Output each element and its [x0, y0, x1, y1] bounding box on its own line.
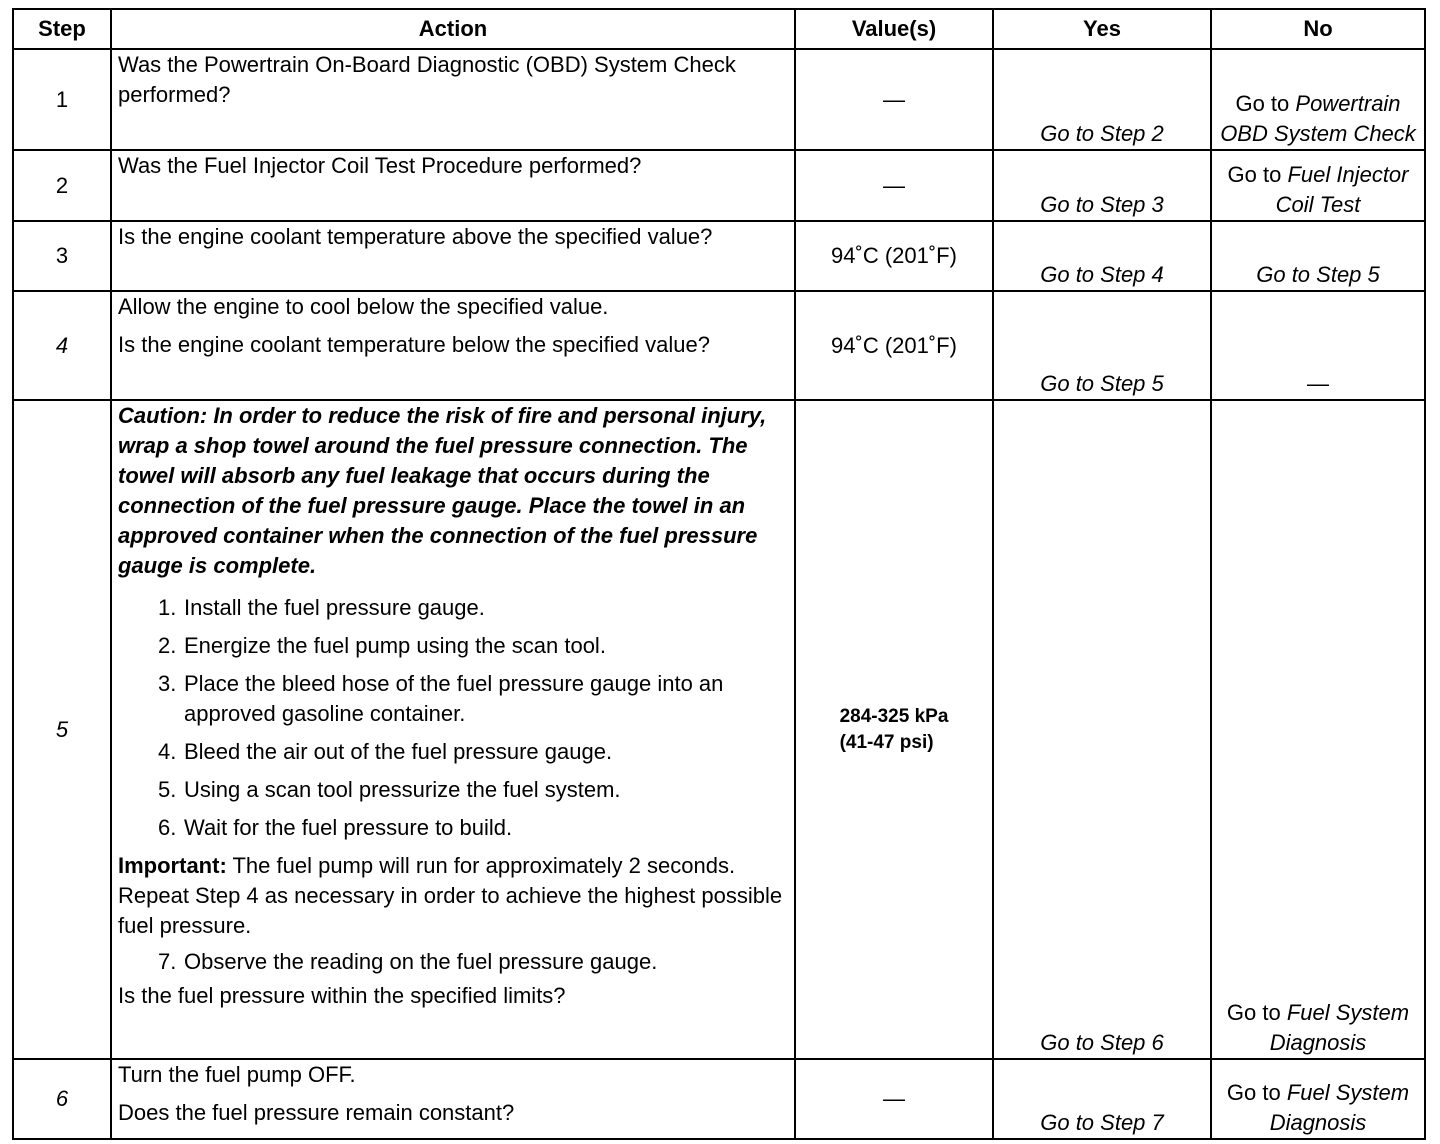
table-row	[13, 1059, 1425, 1139]
procedure-list-continued	[118, 947, 788, 977]
table-row	[13, 400, 1425, 1059]
action-text	[111, 150, 795, 221]
pressure-psi: (41-47 psi)	[839, 731, 934, 753]
action-question: Was the Powertrain On-Board Diagnostic (OBD) System Check performed?	[118, 52, 736, 107]
procedure-list	[118, 593, 788, 843]
table-row	[13, 150, 1425, 221]
action-question: Does the fuel pressure remain constant?	[118, 1100, 515, 1125]
list-text: Using a scan tool pressurize the fuel system.	[184, 777, 621, 802]
no-prefix: Go to	[1235, 91, 1290, 116]
important-note	[118, 851, 788, 941]
list-item	[158, 593, 788, 623]
step-number: 2	[13, 150, 111, 221]
important-text: The fuel pump will run for approximately 2 seconds. Repeat Step 4 as necessary in order to achieve the highest possible fuel pressure.	[118, 853, 783, 938]
header-yes: Yes	[993, 9, 1211, 49]
no-link[interactable]	[1211, 49, 1425, 150]
table-row	[13, 221, 1425, 291]
no-link-target[interactable]: Fuel System Diagnosis	[1269, 1080, 1410, 1135]
no-link-target[interactable]: Fuel Injector Coil Test	[1275, 162, 1409, 217]
list-item	[158, 775, 788, 805]
no-value: —	[1211, 291, 1425, 400]
action-text	[111, 1059, 795, 1139]
value-cell	[795, 1059, 993, 1139]
no-link[interactable]	[1211, 1059, 1425, 1139]
step-number: 4	[13, 291, 111, 400]
no-prefix: Go to	[1226, 1000, 1281, 1025]
action-text	[111, 49, 795, 150]
list-item	[158, 813, 788, 843]
no-prefix: Go to	[1226, 1080, 1281, 1105]
value-cell: 94˚C (201˚F)	[795, 291, 993, 400]
step-number: 6	[13, 1059, 111, 1139]
action-question: Is the engine coolant temperature above the specified value?	[118, 224, 713, 249]
list-text: Bleed the air out of the fuel pressure gauge.	[184, 739, 613, 764]
list-number: 4.	[158, 739, 177, 764]
value-dash: —	[883, 1086, 905, 1111]
step-number: 1	[13, 49, 111, 150]
list-item	[158, 737, 788, 767]
pressure-kpa: 284-325 kPa	[839, 705, 949, 727]
list-item	[158, 631, 788, 661]
value-dash: —	[883, 86, 905, 112]
action-text	[111, 291, 795, 400]
important-label: Important:	[118, 853, 227, 878]
table-row	[13, 291, 1425, 400]
step-number: 3	[13, 221, 111, 291]
action-instruction: Turn the fuel pump OFF.	[118, 1062, 356, 1087]
diagnostic-table-page	[12, 8, 1424, 1136]
list-number: 7.	[158, 949, 177, 974]
list-number: 5.	[158, 777, 177, 802]
yes-link[interactable]: Go to Step 6	[993, 400, 1211, 1059]
list-text: Observe the reading on the fuel pressure gauge.	[184, 949, 658, 974]
diagnostic-table	[12, 8, 1426, 1140]
yes-link[interactable]: Go to Step 5	[993, 291, 1211, 400]
caution-note: Caution: In order to reduce the risk of fire and personal injury, wrap a shop towel around the fuel pressure connection. The towel will absorb any fuel leakage that occurs during the connection of the fuel pressure gauge. Place the towel in an approved container when the connection of the fuel pressure gauge is complete.	[118, 403, 767, 578]
header-values: Value(s)	[795, 9, 993, 49]
table-row	[13, 49, 1425, 150]
header-row	[13, 9, 1425, 49]
step-number: 5	[13, 400, 111, 1059]
action-question: Is the engine coolant temperature below the specified value?	[118, 332, 710, 357]
action-text	[111, 400, 795, 1059]
header-no: No	[1211, 9, 1425, 49]
list-text: Place the bleed hose of the fuel pressure gauge into an approved gasoline container.	[184, 671, 724, 726]
no-link-target[interactable]: Fuel System Diagnosis	[1269, 1000, 1410, 1055]
list-text: Wait for the fuel pressure to build.	[184, 815, 513, 840]
value-cell	[795, 400, 993, 1059]
list-number: 2.	[158, 633, 177, 658]
list-text: Install the fuel pressure gauge.	[184, 595, 485, 620]
action-question: Is the fuel pressure within the specified limits?	[118, 983, 566, 1008]
action-text	[111, 221, 795, 291]
list-item	[158, 669, 788, 729]
yes-link[interactable]: Go to Step 7	[993, 1059, 1211, 1139]
yes-link[interactable]: Go to Step 4	[993, 221, 1211, 291]
list-text: Energize the fuel pump using the scan tool.	[184, 633, 606, 658]
pressure-spec	[840, 704, 949, 756]
header-action: Action	[111, 9, 795, 49]
value-dash: —	[883, 172, 905, 198]
header-step: Step	[13, 9, 111, 49]
no-link[interactable]	[1211, 150, 1425, 221]
list-number: 6.	[158, 815, 177, 840]
no-prefix: Go to	[1227, 162, 1282, 187]
no-link[interactable]: Go to Step 5	[1211, 221, 1425, 291]
list-number: 3.	[158, 671, 177, 696]
action-instruction: Allow the engine to cool below the specified value.	[118, 294, 609, 319]
list-number: 1.	[158, 595, 177, 620]
value-cell: 94˚C (201˚F)	[795, 221, 993, 291]
value-cell	[795, 49, 993, 150]
yes-link[interactable]: Go to Step 2	[993, 49, 1211, 150]
yes-link[interactable]: Go to Step 3	[993, 150, 1211, 221]
list-item	[158, 947, 788, 977]
action-question: Was the Fuel Injector Coil Test Procedure performed?	[118, 153, 642, 178]
no-link-target[interactable]: Powertrain OBD System Check	[1220, 91, 1416, 146]
value-cell	[795, 150, 993, 221]
no-link[interactable]	[1211, 400, 1425, 1059]
